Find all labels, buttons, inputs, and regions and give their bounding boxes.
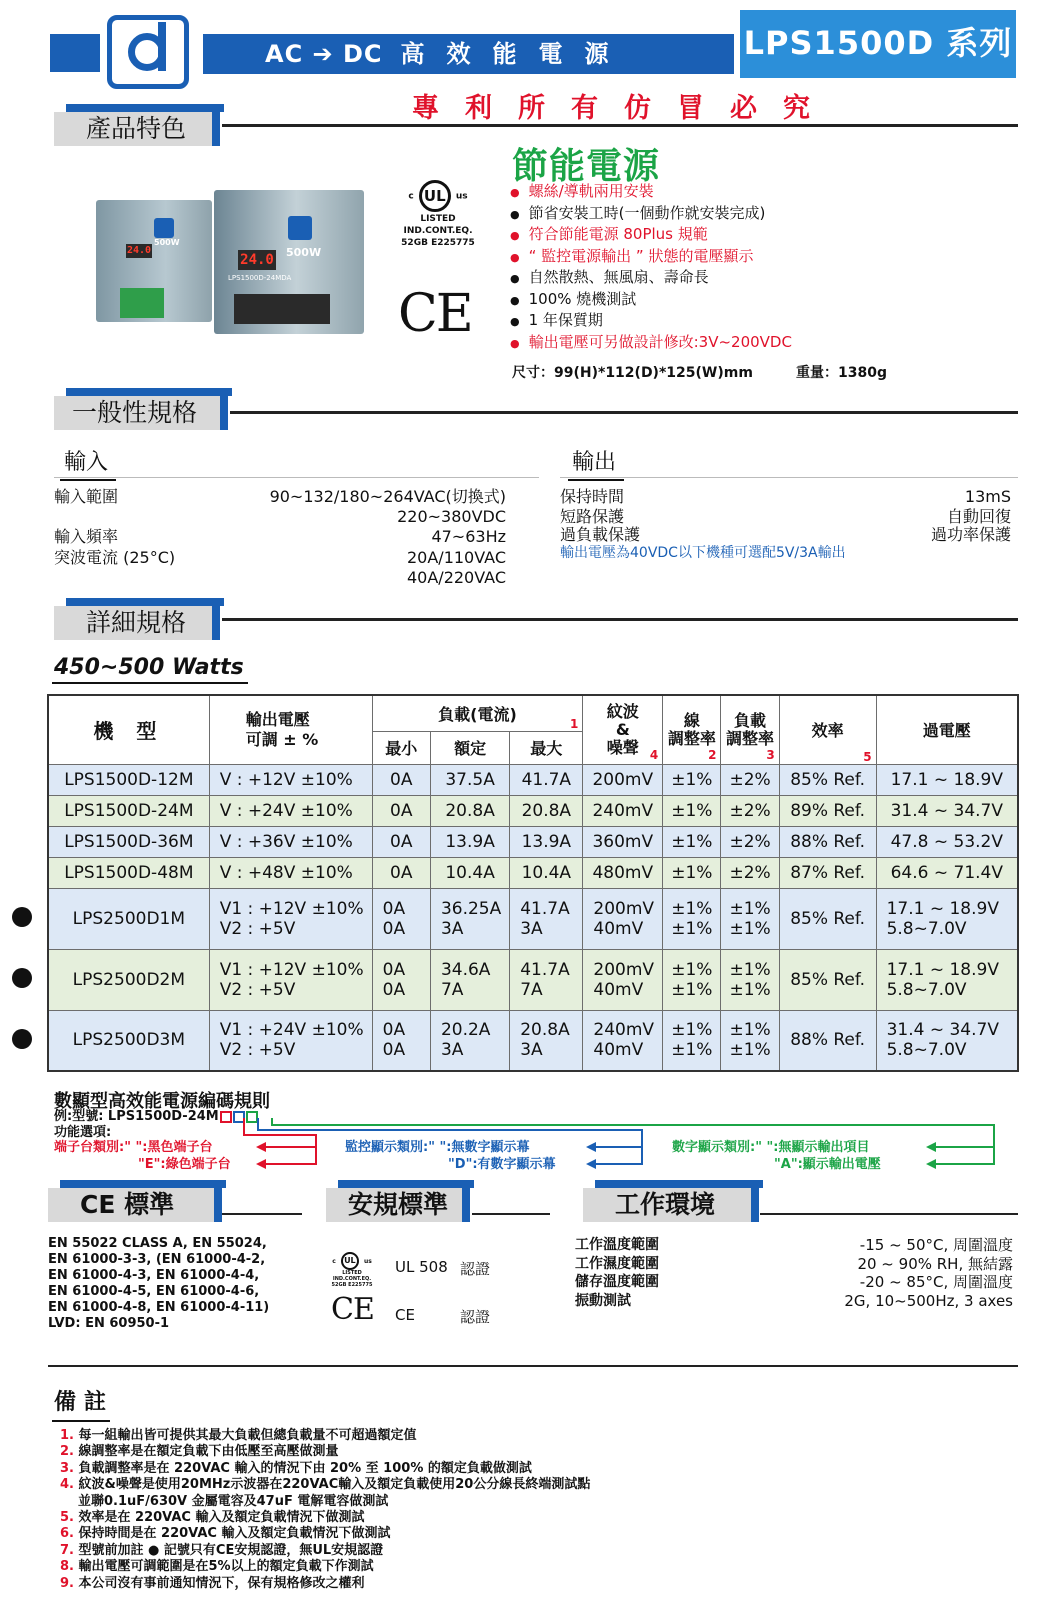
note-ref: 3 [766, 747, 775, 762]
cell-rip1: 240mV [593, 1020, 655, 1041]
ul-listed-mark [400, 180, 476, 248]
cell-load-reg: ±2% [721, 764, 779, 795]
cell-load2: ±1% [729, 1040, 771, 1061]
note-item [60, 1461, 590, 1477]
note-text: 效率是在 220VAC 輸入及額定負載情況下做測試 [78, 1510, 365, 1526]
divider [222, 1213, 302, 1215]
note-item [60, 1428, 590, 1444]
header-prefix: AC ➔ DC [265, 40, 383, 68]
cell-ovp: 47.8 ~ 53.2V [876, 826, 1018, 857]
input-frequency-label: 輸入頻率 [54, 527, 119, 546]
environment-labels [575, 1236, 659, 1310]
note-number: 5. [60, 1510, 74, 1526]
cell-efficiency: 88% Ref. [779, 1010, 876, 1071]
env-value: -15 ~ 50°C, 周圍溫度 [859, 1236, 1013, 1254]
features-title: 節能電源 [512, 146, 661, 187]
ce-label: CE [395, 1306, 415, 1324]
coding-monitor-yes: "D":有數字顯示幕 [448, 1157, 556, 1172]
cell-efficiency: 85% Ref. [779, 764, 876, 795]
ul508-cert: 認證 [460, 1260, 491, 1278]
cell-load2: ±1% [729, 918, 771, 939]
overload-label: 過負載保護 [560, 525, 641, 544]
note-text: 輸出電壓可調範圍是在5%以上的額定負載下作測試 [78, 1559, 374, 1575]
cell-load-reg: ±2% [721, 795, 779, 826]
unit2-display: 24.0 [238, 250, 276, 270]
cell-v2: V2 : +5V [219, 918, 296, 939]
cell-efficiency: 89% Ref. [779, 795, 876, 826]
cell-rated1: 34.6A [440, 959, 491, 980]
cell-rip2: 40mV [593, 918, 644, 939]
header-band [203, 34, 734, 74]
header-max: 最大 [510, 731, 583, 764]
weight: 重量：1380g [796, 365, 887, 381]
cell-rip2: 40mV [593, 979, 644, 1000]
ul508-label: UL 508 [395, 1258, 448, 1276]
cell-min [372, 888, 430, 949]
cell-load-reg [721, 888, 779, 949]
cell-ovp1: 17.1 ~ 18.9V [886, 898, 999, 919]
ul-c-prefix: c [332, 1258, 336, 1265]
cell-max: 20.8A [510, 795, 583, 826]
unit2-power: 500W [286, 246, 322, 259]
cell-line-reg [663, 949, 721, 1010]
inrush-110-value: 20A/110VAC [407, 548, 506, 567]
cell-load-reg [721, 1010, 779, 1071]
output-heading: 輸出 [572, 445, 616, 476]
header-line-reg-label: 線 調整率 [667, 710, 716, 748]
ce-standards [48, 1236, 269, 1332]
note-item [60, 1543, 590, 1559]
env-label: 儲存溫度範圍 [575, 1274, 659, 1290]
coding-example-text: 例:型號: LPS1500D-24M [54, 1109, 219, 1124]
cell-efficiency: 85% Ref. [779, 888, 876, 949]
section-heading-detail [54, 598, 224, 638]
cell-min: 0A [372, 764, 430, 795]
cell-ovp [876, 949, 1018, 1010]
table-row [48, 949, 1018, 1010]
feature-item: ● 螺絲/導軌兩用安裝 [510, 181, 792, 203]
cell-line2: ±1% [671, 918, 713, 939]
cell-min1: 0A [382, 898, 406, 919]
header-ripple-label: 紋波 & 噪聲 [606, 701, 639, 757]
cell-v1: V1 : +24V ±10% [219, 1020, 364, 1041]
cell-max [510, 888, 583, 949]
cell-efficiency: 87% Ref. [779, 857, 876, 888]
table-row [48, 826, 1018, 857]
cell-max2: 3A [520, 918, 543, 939]
note-text: 型號前加註 ● 記號只有CE安規認證，無UL安規認證 [78, 1542, 384, 1558]
notes-heading: 備註 [54, 1385, 114, 1416]
cell-voltage [209, 1010, 372, 1071]
note-number: 4. [60, 1477, 74, 1493]
cell-model: LPS1500D-24M [48, 795, 209, 826]
env-value: 20 ~ 90% RH, 無結露 [857, 1254, 1013, 1273]
note-number: 6. [60, 1526, 74, 1542]
cell-rated [430, 949, 509, 1010]
divider [222, 124, 1018, 127]
cell-line1: ±1% [671, 959, 713, 980]
notes-list [60, 1428, 590, 1592]
ul-us-suffix: us [363, 1258, 372, 1265]
coding-display-voltage: "A":顯示輸出電壓 [774, 1157, 881, 1172]
product-photo [96, 190, 368, 334]
cell-rated: 13.9A [430, 826, 509, 857]
cell-rated: 10.4A [430, 857, 509, 888]
cell-min [372, 1010, 430, 1071]
output-option-note: 輸出電壓為40VDC以下機種可選配5V/3A輸出 [560, 545, 846, 561]
cell-line-reg: ±1% [663, 764, 721, 795]
cell-line2: ±1% [671, 979, 713, 1000]
cell-min: 0A [372, 857, 430, 888]
header-load-reg-label: 負載 調整率 [726, 710, 775, 748]
cell-max [510, 949, 583, 1010]
note-number: 9. [60, 1575, 74, 1591]
cell-ovp2: 5.8~7.0V [886, 979, 967, 1000]
cell-v1: V1 : +12V ±10% [219, 959, 364, 980]
feature-item: ● 節省安裝工時(一個動作就安裝完成) [510, 203, 792, 225]
power-range: 450~500 Watts [54, 655, 244, 680]
note-item [60, 1494, 590, 1510]
ul-line: IND.CONT.EQ. [403, 226, 473, 236]
cell-line1: ±1% [671, 1020, 713, 1041]
note-text: 並聯0.1uF/630V 金屬電容及47uF 電解電容做測試 [78, 1493, 389, 1509]
feature-item: ● 自然散熱、無風扇、壽命長 [510, 267, 792, 289]
cell-model: LPS2500D2M [48, 949, 209, 1010]
cell-rated: 20.8A [430, 795, 509, 826]
ul-line: 52GB E225775 [331, 1282, 373, 1288]
cell-load-reg: ±2% [721, 826, 779, 857]
feature-item: ● 符合節能電源 80Plus 規範 [510, 224, 792, 246]
header-model: 機 型 [48, 695, 209, 764]
section-label: 安規標準 [326, 1188, 462, 1222]
cell-ovp1: 31.4 ~ 34.7V [886, 1020, 999, 1041]
cell-model: LPS2500D1M [48, 888, 209, 949]
unit1-display: 24.0 [126, 245, 152, 256]
section-heading-environment [583, 1180, 763, 1220]
header-voltage: 輸出電壓 可調 ± % [209, 695, 372, 764]
cell-ripple: 480mV [583, 857, 663, 888]
note-number: 1. [60, 1428, 74, 1443]
ce-small-mark: CE [331, 1292, 374, 1327]
divider [230, 411, 1018, 414]
note-number: 2. [60, 1444, 74, 1460]
section-label: CE 標準 [48, 1188, 214, 1222]
no-ul-bullet [12, 968, 32, 988]
table-row [48, 795, 1018, 826]
unit1-power: 500W [154, 238, 180, 247]
cell-max: 10.4A [510, 857, 583, 888]
table-row [48, 888, 1018, 949]
cell-efficiency: 88% Ref. [779, 826, 876, 857]
no-ul-bullet [12, 1029, 32, 1049]
inrush-current-label: 突波電流 (25°C) [54, 548, 176, 567]
header-title: 高效能電源 [400, 40, 631, 68]
cell-min2: 0A [382, 979, 406, 1000]
divider [760, 1213, 1018, 1215]
section-label: 工作環境 [583, 1188, 751, 1222]
cell-min1: 0A [382, 959, 406, 980]
cell-ripple: 360mV [583, 826, 663, 857]
cell-min2: 0A [382, 1040, 406, 1061]
cell-voltage: V : +24V ±10% [209, 795, 372, 826]
table-row [48, 857, 1018, 888]
cell-rip1: 200mV [593, 898, 655, 919]
environment-values [844, 1236, 1013, 1310]
spec-table [47, 694, 1019, 1072]
divider [222, 618, 1018, 621]
cell-rip1: 200mV [593, 959, 655, 980]
cell-ovp: 64.6 ~ 71.4V [876, 857, 1018, 888]
cell-load2: ±1% [729, 979, 771, 1000]
cell-ovp2: 5.8~7.0V [886, 1040, 967, 1061]
cell-max: 13.9A [510, 826, 583, 857]
cell-max: 41.7A [510, 764, 583, 795]
cell-v2: V2 : +5V [219, 1040, 296, 1061]
note-text: 線調整率是在額定負載下由低壓至高壓做測量 [78, 1444, 339, 1460]
note-ref: 4 [649, 747, 659, 762]
section-heading-safety [326, 1180, 474, 1220]
note-text: 保持時間是在 220VAC 輸入及額定負載情況下做測試 [78, 1526, 391, 1542]
cell-voltage [209, 949, 372, 1010]
header-ovp: 過電壓 [876, 695, 1018, 764]
cell-ovp: 17.1 ~ 18.9V [876, 764, 1018, 795]
overload-value: 過功率保護 [930, 525, 1011, 544]
note-item [60, 1526, 590, 1542]
coding-options: 功能選項: [54, 1125, 112, 1140]
cell-rated1: 20.2A [440, 1020, 491, 1041]
header-load [372, 695, 583, 731]
coding-monitor-none: 監控顯示類別:" ":無數字顯示幕 [345, 1140, 530, 1155]
input-heading: 輸入 [64, 445, 108, 476]
dimensions: 尺寸：99(H)*112(D)*125(W)mm [512, 365, 753, 381]
brand-logo [107, 15, 189, 89]
divider [472, 1213, 550, 1215]
cell-max1: 41.7A [520, 898, 570, 919]
cell-voltage: V : +12V ±10% [209, 764, 372, 795]
ul-line: LISTED [420, 214, 456, 224]
cell-ripple: 240mV [583, 795, 663, 826]
cell-model: LPS1500D-12M [48, 764, 209, 795]
header-line-reg [663, 695, 721, 764]
note-item [60, 1510, 590, 1526]
cell-load1: ±1% [729, 1020, 771, 1041]
cell-v2: V2 : +5V [219, 979, 296, 1000]
note-ref: 1 [570, 716, 579, 731]
cell-model: LPS2500D3M [48, 1010, 209, 1071]
section-heading-general [54, 388, 232, 428]
note-text: 本公司沒有事前通知情況下，保有規格修改之權利 [78, 1575, 365, 1591]
cell-max1: 41.7A [520, 959, 570, 980]
header-ripple [583, 695, 663, 764]
cell-load-reg [721, 949, 779, 1010]
cell-ripple [583, 949, 663, 1010]
section-heading-features [54, 104, 224, 144]
cell-line-reg: ±1% [663, 826, 721, 857]
cell-v1: V1 : +12V ±10% [219, 898, 364, 919]
ul-line: IND.CONT.EQ. [332, 1276, 372, 1282]
note-number: 8. [60, 1559, 74, 1575]
ce-standard-line: EN 61000-4-3, EN 61000-4-4, [48, 1268, 260, 1283]
feature-item: ● 輸出電壓可另做設計修改:3V~200VDC [510, 332, 792, 354]
cell-voltage [209, 888, 372, 949]
input-dc-value: 220~380VDC [397, 507, 506, 526]
cell-line-reg: ±1% [663, 857, 721, 888]
ul-line: LISTED [342, 1270, 362, 1276]
header-rated: 額定 [430, 731, 509, 764]
short-circuit-value: 自動回復 [946, 507, 1011, 526]
ul-logo: UL [419, 180, 451, 212]
coding-terminal-black: 端子台類別:" ":黑色端子台 [54, 1140, 213, 1155]
section-heading-ce [48, 1180, 226, 1220]
cell-voltage: V : +36V ±10% [209, 826, 372, 857]
env-value: -20 ~ 85°C, 周圍溫度 [859, 1273, 1013, 1291]
cell-ovp [876, 1010, 1018, 1071]
note-number: 3. [60, 1460, 74, 1476]
ce-standard-line: EN 55022 CLASS A, EN 55024, [48, 1236, 267, 1251]
unit2-model: LPS1500D-24MDA [228, 274, 292, 282]
cell-line2: ±1% [671, 1040, 713, 1061]
header-load-label: 負載(電流) [438, 704, 517, 724]
feature-item: ● 100% 燒機測試 [510, 289, 792, 311]
env-label: 工作濕度範圍 [575, 1255, 659, 1272]
input-frequency-value: 47~63Hz [431, 527, 506, 546]
cell-max [510, 1010, 583, 1071]
cell-ovp [876, 888, 1018, 949]
header-min: 最小 [372, 731, 430, 764]
cell-rated [430, 1010, 509, 1071]
cell-min: 0A [372, 826, 430, 857]
coding-display-none: 數字顯示類別:" ":無顯示輸出項目 [672, 1140, 870, 1155]
feature-item: ● 1 年保質期 [510, 310, 792, 332]
note-number: 7. [60, 1542, 74, 1558]
note-text: 每一組輸出皆可提供其最大負載但總負載量不可超過額定值 [78, 1428, 417, 1443]
cell-max2: 7A [520, 979, 543, 1000]
cell-rated2: 3A [440, 1040, 464, 1061]
note-ref: 2 [708, 747, 717, 762]
cell-model: LPS1500D-48M [48, 857, 209, 888]
ul-small-mark [329, 1248, 375, 1288]
cell-rated: 37.5A [430, 764, 509, 795]
ul-line: 52GB E225775 [401, 238, 475, 248]
coding-title: 數顯型高效能電源編碼規則 [54, 1091, 270, 1112]
cell-line-reg [663, 1010, 721, 1071]
cell-min [372, 949, 430, 1010]
cell-rip2: 40mV [593, 1040, 644, 1061]
cell-ripple [583, 888, 663, 949]
ce-cert: 認證 [460, 1308, 491, 1326]
note-item [60, 1576, 590, 1592]
cell-min2: 0A [382, 918, 406, 939]
env-label: 工作溫度範圍 [575, 1237, 659, 1253]
cell-rated2: 7A [440, 979, 464, 1000]
table-row [48, 764, 1018, 795]
cell-line-reg: ±1% [663, 795, 721, 826]
cell-ovp: 31.4 ~ 34.7V [876, 795, 1018, 826]
cell-load1: ±1% [729, 959, 771, 980]
cell-rated1: 36.25A [440, 898, 502, 919]
cell-voltage: V : +48V ±10% [209, 857, 372, 888]
cell-min1: 0A [382, 1020, 406, 1041]
ce-standard-line: LVD: EN 60950-1 [48, 1316, 170, 1331]
cell-load-reg: ±2% [721, 857, 779, 888]
cell-max1: 20.8A [520, 1020, 570, 1041]
section-label: 產品特色 [54, 112, 212, 146]
hold-time-value: 13mS [964, 487, 1011, 506]
input-range-label: 輸入範圍 [54, 487, 119, 506]
cell-min: 0A [372, 795, 430, 826]
divider [48, 1365, 1018, 1367]
header-efficiency-label: 效率 [811, 721, 844, 741]
ce-standard-line: EN 61000-3-3, (EN 61000-4-2, [48, 1252, 266, 1267]
cell-ovp1: 17.1 ~ 18.9V [886, 959, 999, 980]
env-value: 2G, 10~500Hz, 3 axes [844, 1291, 1013, 1310]
no-ul-bullet [12, 907, 32, 927]
ce-standard-line: EN 61000-4-8, EN 61000-4-11) [48, 1300, 270, 1315]
header-load-reg [721, 695, 779, 764]
cell-load1: ±1% [729, 898, 771, 919]
section-label: 詳細規格 [54, 606, 212, 640]
ce-standard-line: EN 61000-4-5, EN 61000-4-6, [48, 1284, 260, 1299]
note-item [60, 1444, 590, 1460]
feature-item: ● “ 監控電源輸出 ” 狀態的電壓顯示 [510, 246, 792, 268]
section-label: 一般性規格 [54, 396, 220, 430]
header-efficiency [779, 695, 876, 764]
cell-efficiency: 85% Ref. [779, 949, 876, 1010]
cell-ripple: 200mV [583, 764, 663, 795]
cell-max2: 3A [520, 1040, 543, 1061]
note-text: 紋波&噪聲是使用20MHz示波器在220VAC輸入及額定負載使用20公分線長終端測試點 [78, 1477, 591, 1493]
cell-model: LPS1500D-36M [48, 826, 209, 857]
cell-rated [430, 888, 509, 949]
short-circuit-label: 短路保護 [560, 507, 625, 526]
cell-line1: ±1% [671, 898, 713, 919]
patent-notice: 專利所有仿冒必究 [412, 93, 836, 124]
ul-logo: UL [341, 1252, 359, 1270]
note-item [60, 1477, 590, 1493]
cell-ovp2: 5.8~7.0V [886, 918, 967, 939]
note-item [60, 1559, 590, 1575]
cell-ripple [583, 1010, 663, 1071]
ul-c-prefix: c [408, 191, 414, 202]
hold-time-label: 保持時間 [560, 487, 625, 506]
ul-us-suffix: us [455, 191, 468, 202]
ce-mark: CE [398, 284, 472, 344]
cell-line-reg [663, 888, 721, 949]
cell-rated2: 3A [440, 918, 464, 939]
feature-list [510, 181, 792, 353]
table-row [48, 1010, 1018, 1071]
input-range-value: 90~132/180~264VAC(切換式) [269, 487, 506, 506]
note-text: 負載調整率是在 220VAC 輸入的情況下由 20% 至 100% 的額定負載做測試 [78, 1460, 532, 1476]
inrush-220-value: 40A/220VAC [407, 568, 506, 587]
note-ref: 5 [863, 749, 872, 764]
coding-terminal-green: "E":綠色端子台 [138, 1157, 231, 1172]
coding-example [54, 1109, 258, 1124]
env-label: 振動測試 [575, 1292, 631, 1309]
series-title: LPS1500D 系列 [740, 10, 1016, 78]
